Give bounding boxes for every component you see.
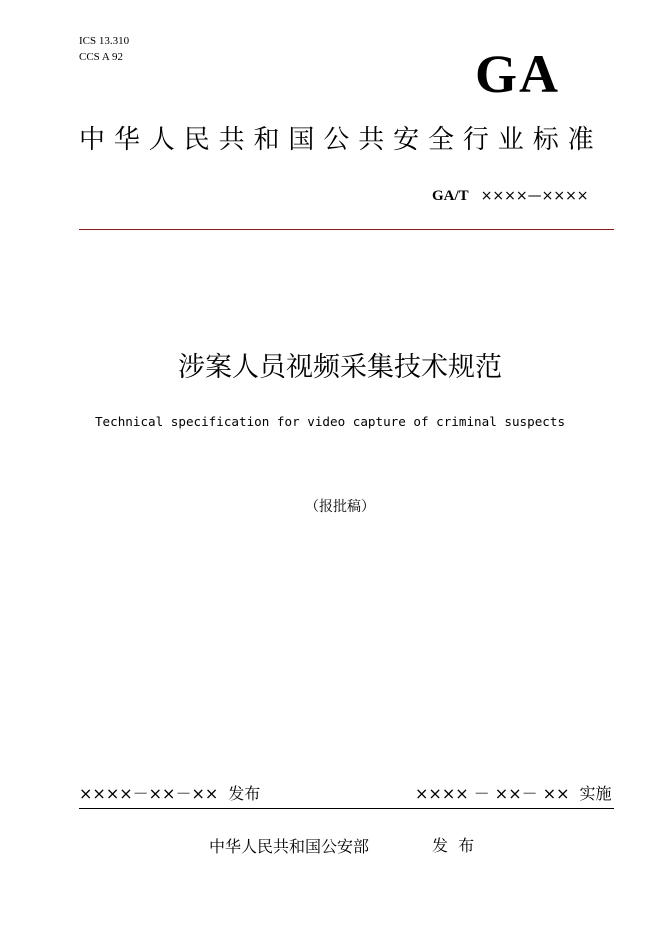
standard-number — [432, 184, 589, 207]
issue-label: 发 布 — [432, 836, 475, 855]
standard-code: ××××—×××× — [480, 188, 589, 204]
publish-date-block — [79, 782, 260, 806]
implement-date: ×××× － ××－ ×× — [415, 784, 570, 803]
classification-codes — [79, 33, 129, 65]
standard-prefix: GA/T — [432, 188, 469, 204]
ga-logo: GA — [475, 44, 560, 104]
document-title-cn: 涉案人员视频采集技术规范 — [178, 352, 502, 383]
document-title-en: Technical specification for video capture of criminal suspects — [94, 414, 566, 429]
header-divider — [79, 229, 614, 230]
implement-date-block — [415, 782, 612, 806]
draft-status: （报批稿） — [305, 499, 375, 515]
ccs-code: CCS A 92 — [79, 51, 124, 63]
issuing-authority: 中华人民共和国公安部 — [209, 837, 370, 856]
ics-code: ICS 13.310 — [79, 35, 130, 47]
footer-divider — [79, 808, 614, 809]
publish-label: 发布 — [228, 784, 261, 803]
industry-standard-title: 中华人民共和国公共安全行业标准 — [79, 125, 603, 155]
publish-date: ××××－××－×× — [79, 784, 219, 803]
implement-label: 实施 — [579, 784, 612, 803]
